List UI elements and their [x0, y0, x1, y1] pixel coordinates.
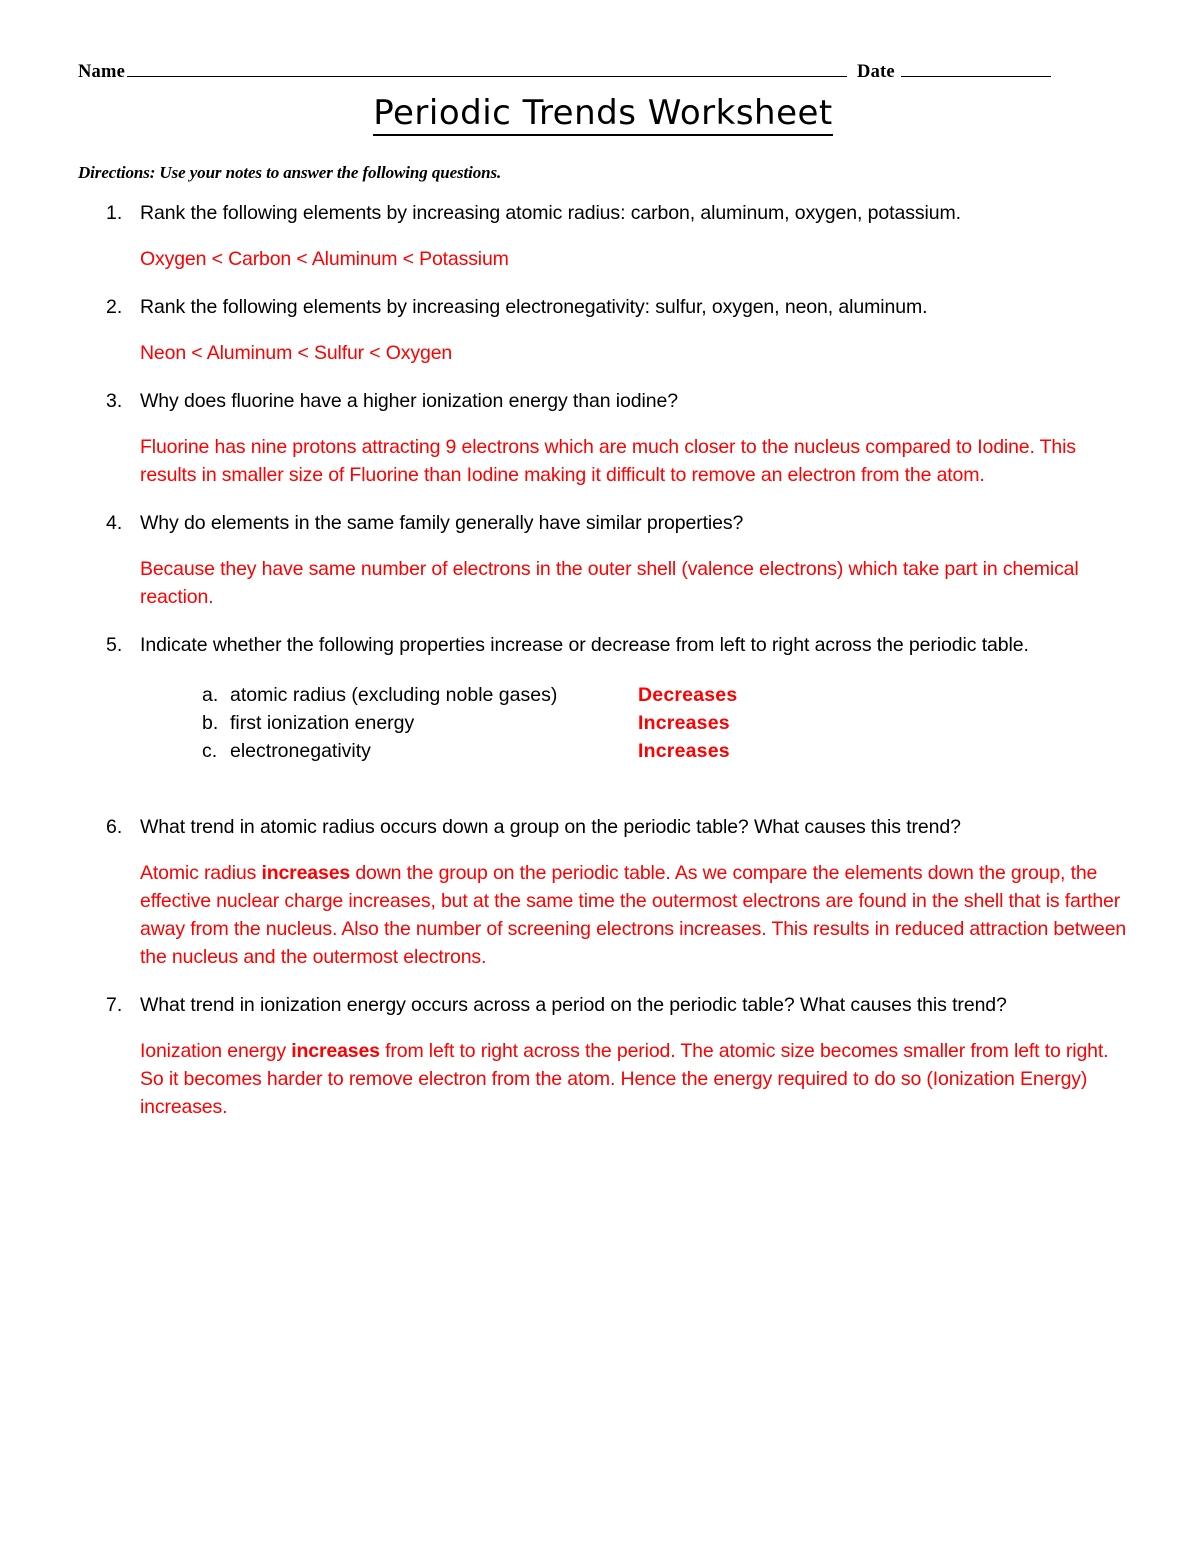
question-item: [78, 991, 1128, 1121]
question-subitem: [202, 737, 1128, 765]
question-number: 2.: [106, 296, 123, 318]
question-item: [78, 631, 1128, 793]
question-text: Why do elements in the same family generally have similar properties?: [140, 512, 744, 534]
subitem-label: atomic radius (excluding noble gases): [230, 684, 558, 706]
date-label: Date: [857, 62, 895, 82]
question-text: What trend in ionization energy occurs across a period on the periodic table? What causes this trend?: [140, 994, 1007, 1016]
name-blank-line: [127, 62, 847, 77]
directions-text: Directions: Use your notes to answer the following questions.: [78, 163, 502, 182]
subitem-answer: Increases: [638, 740, 730, 762]
question-text: Rank the following elements by increasing electronegativity: sulfur, oxygen, neon, aluminum.: [140, 296, 928, 318]
subitem-label: electronegativity: [230, 740, 371, 762]
question-answer: Neon < Aluminum < Sulfur < Oxygen: [140, 342, 453, 364]
question-number: 7.: [106, 994, 123, 1016]
question-answer: Fluorine has nine protons attracting 9 electrons which are much closer to the nucleus compared to Iodine. This results in smaller size of Fluorine than Iodine making it difficult to remove an electron from the atom.: [140, 436, 1076, 486]
date-blank-line: [901, 62, 1051, 77]
question-number: 1.: [106, 202, 123, 224]
question-number: 5.: [106, 634, 123, 656]
question-text: Rank the following elements by increasing atomic radius: carbon, aluminum, oxygen, potassium.: [140, 202, 961, 224]
question-item: [78, 293, 1128, 367]
subitem-letter: a.: [202, 684, 219, 706]
subitem-letter: c.: [202, 740, 218, 762]
spacer: [140, 765, 1128, 793]
question-item: [78, 387, 1128, 489]
question-answer: Oxygen < Carbon < Aluminum < Potassium: [140, 248, 509, 270]
subitem-answer: Decreases: [638, 684, 738, 706]
question-text: Indicate whether the following properties increase or decrease from left to right across the periodic table.: [140, 634, 1029, 656]
question-item: [78, 199, 1128, 273]
question-item: [78, 509, 1128, 611]
question-answer: Because they have same number of electrons in the outer shell (valence electrons) which take part in chemical reaction.: [140, 558, 1079, 608]
page-title-text: Periodic Trends Worksheet: [373, 93, 833, 136]
question-number: 4.: [106, 512, 123, 534]
subitem-label: first ionization energy: [230, 712, 415, 734]
question-number: 6.: [106, 816, 123, 838]
question-subitem: [202, 709, 1128, 737]
question-text: What trend in atomic radius occurs down a group on the periodic table? What causes this trend?: [140, 816, 961, 838]
question-answer: Ionization energy increases from left to right across the period. The atomic size becomes smaller from left to right. So it becomes harder to remove electron from the atom. Hence the energy required to do so (Ionization Energy) increases.: [140, 1040, 1109, 1118]
name-date-line: [78, 62, 1128, 83]
page-title: [78, 93, 1128, 133]
question-list: [78, 199, 1128, 1121]
name-label: Name: [78, 62, 126, 82]
question-number: 3.: [106, 390, 123, 412]
question-item: [78, 813, 1128, 971]
question-text: Why does fluorine have a higher ionization energy than iodine?: [140, 390, 678, 412]
question-subitem-list: [140, 681, 1128, 765]
question-answer: Atomic radius increases down the group on the periodic table. As we compare the elements down the group, the effective nuclear charge increases, but at the same time the outermost electrons are found in the shell that is farther away from the nucleus. Also the number of screening electrons increases. This results in reduced attraction between the nucleus and the outermost electrons.: [140, 862, 1127, 968]
question-subitem: [202, 681, 1128, 709]
subitem-answer: Increases: [638, 712, 730, 734]
subitem-letter: b.: [202, 712, 219, 734]
